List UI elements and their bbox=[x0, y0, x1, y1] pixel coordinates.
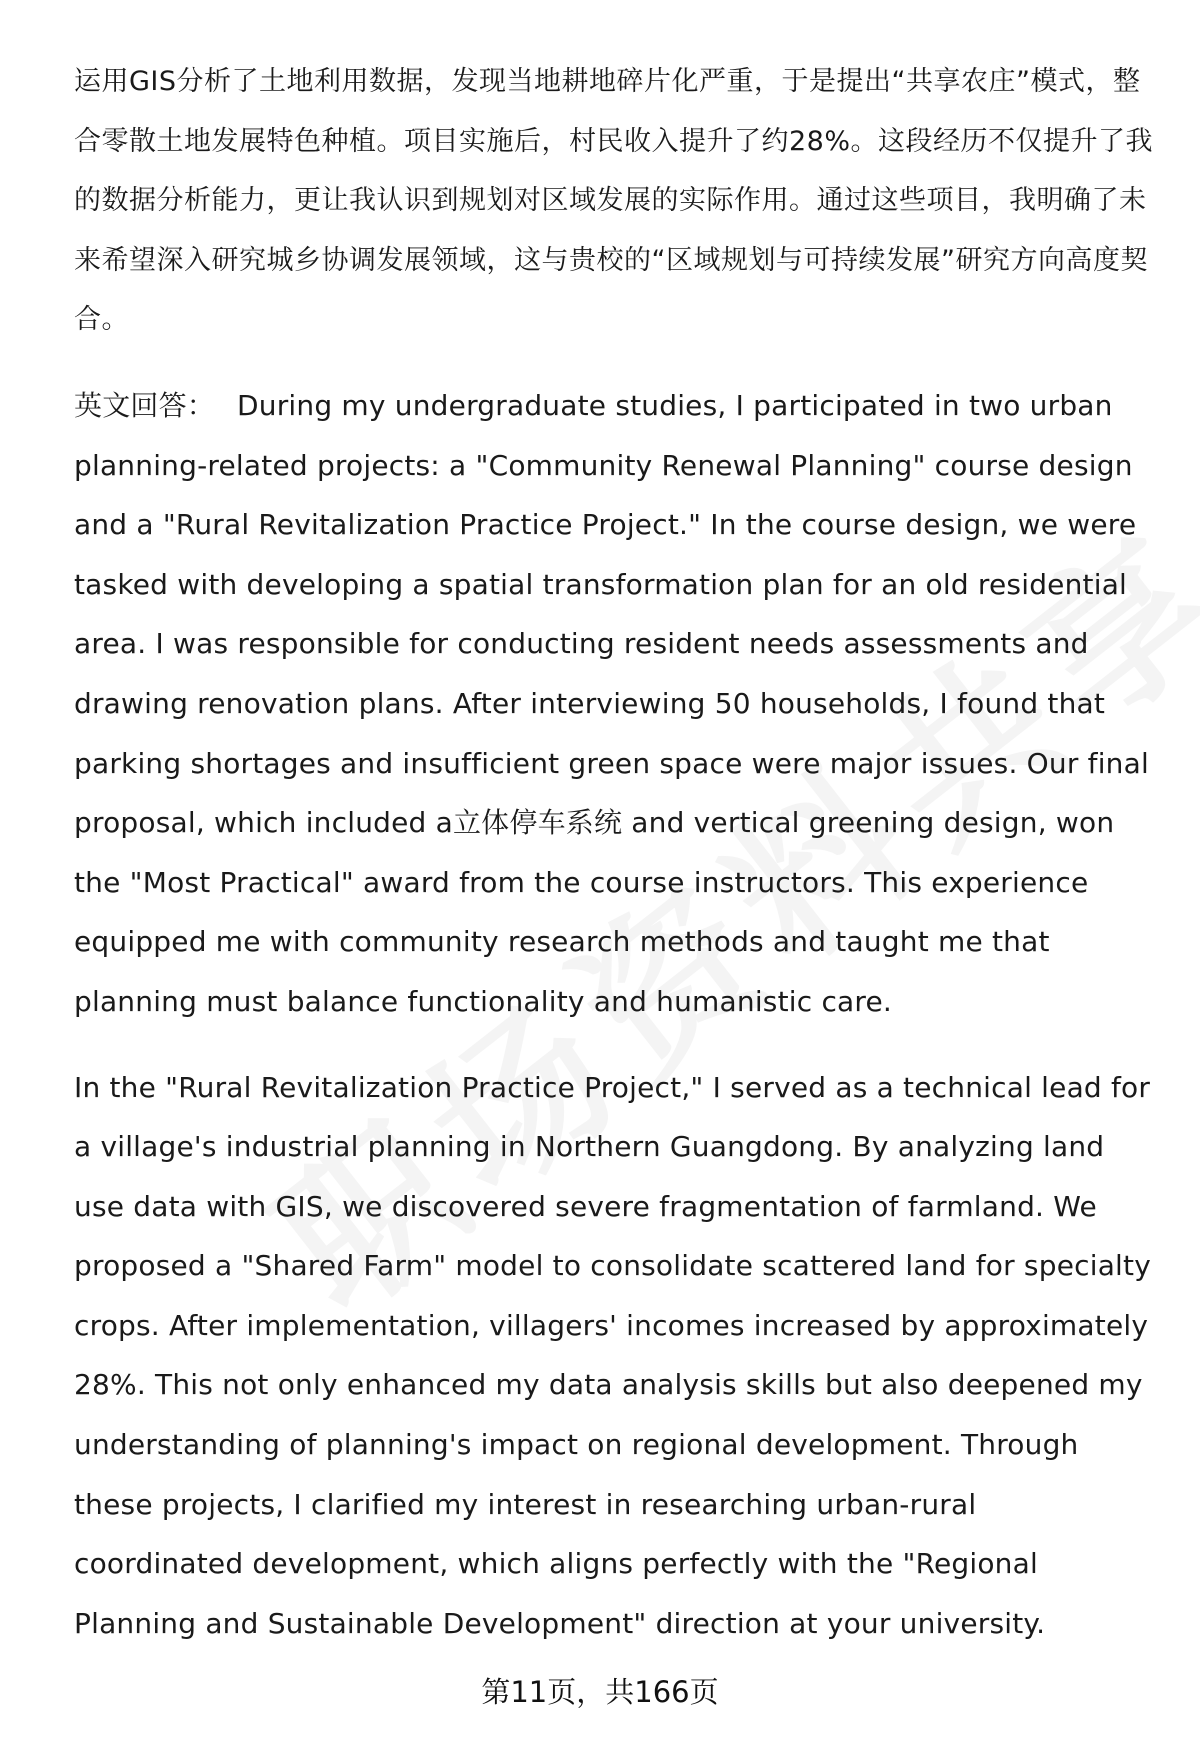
english-answer-label: 英文回答： bbox=[74, 388, 216, 422]
english-answer-paragraph-1 bbox=[74, 376, 1154, 1032]
english-answer-text-1: During my undergraduate studies, I participated in two urban planning-related projects: a "Community Renewal Planning" course design and a "Rural Revitalization Practice Project." In the course design, we were tasked with developing a spatial transformation plan for an old residential area. I was responsible for conducting resident needs assessments and drawing renovation plans. After interviewing 50 households, I found that parking shortages and insufficient green space were major issues. Our final proposal, which included a立体停车系统 and vertical greening design, won the "Most Practical" award from the course instructors. This experience equipped me with community research methods and taught me that planning must balance functionality and humanistic care. bbox=[74, 388, 1149, 1018]
page-number: 第11页，共166页 bbox=[481, 1675, 719, 1709]
chinese-answer-continuation: 运用GIS分析了土地利用数据，发现当地耕地碎片化严重，于是提出“共享农庄”模式，整合零散土地发展特色种植。项目实施后，村民收入提升了约28%。这段经历不仅提升了我的数据分析能力，更让我认识到规划对区域发展的实际作用。通过这些项目，我明确了未来希望深入研究城乡协调发展领域，这与贵校的“区域规划与可持续发展”研究方向高度契合。 bbox=[74, 66, 1154, 336]
document-body bbox=[74, 52, 1154, 1679]
english-answer-paragraph-2: In the "Rural Revitalization Practice Project," I served as a technical lead for a village's industrial planning in Northern Guangdong. By analyzing land use data with GIS, we discovered severe fragmentation of farmland. We proposed a "Shared Farm" model to consolidate scattered land for specialty crops. After implementation, villagers' incomes increased by approximately 28%. This not only enhanced my data analysis skills but also deepened my understanding of planning's impact on regional development. Through these projects, I clarified my interest in researching urban-rural coordinated development, which aligns perfectly with the "Regional Planning and Sustainable Development" direction at your university. bbox=[74, 1070, 1151, 1640]
